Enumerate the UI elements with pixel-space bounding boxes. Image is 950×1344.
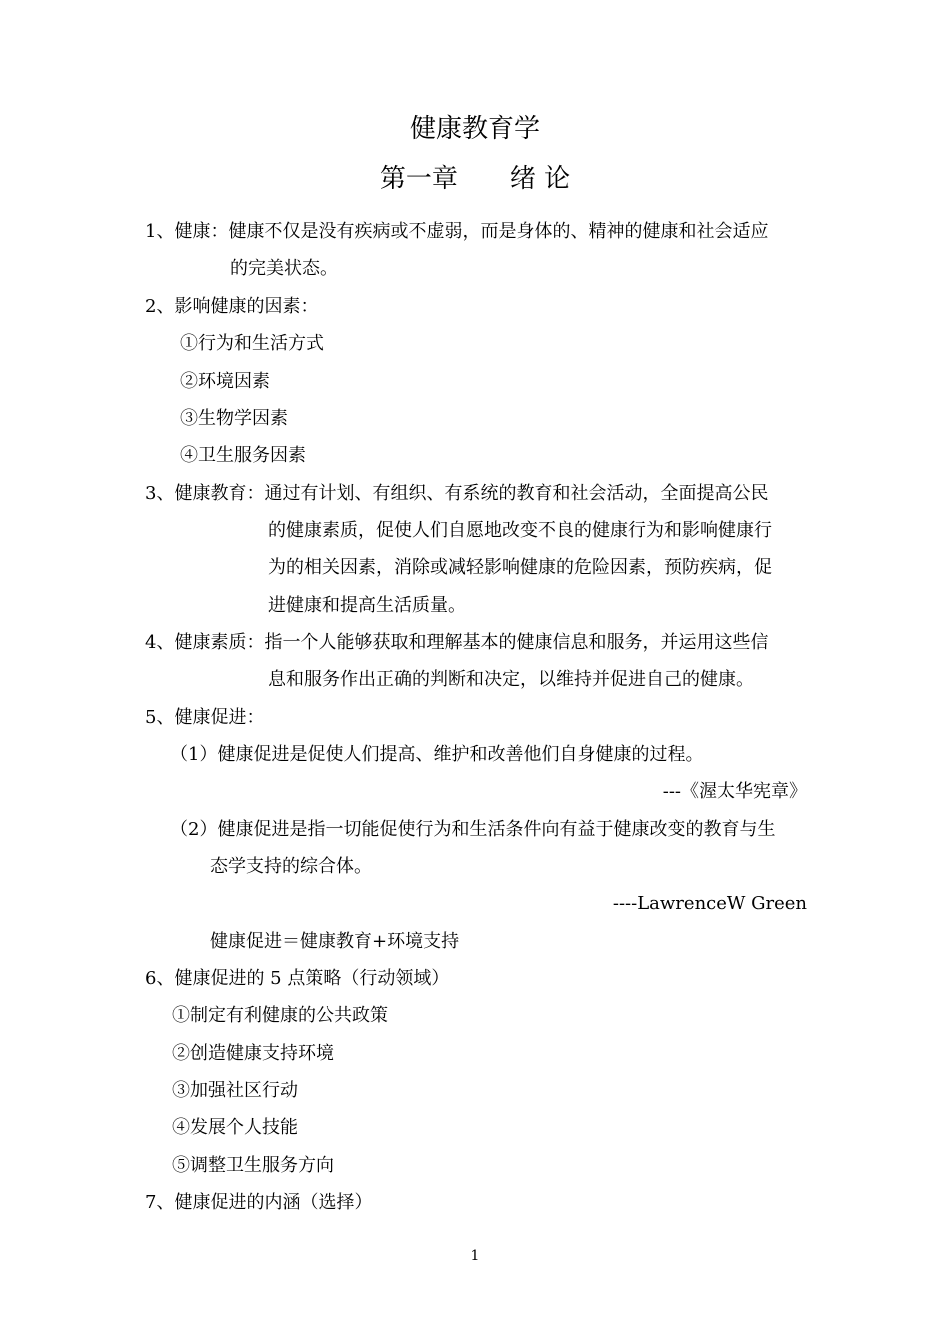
item-1-line-1: 1、健康：健康不仅是没有疾病或不虚弱，而是身体的、精神的健康和社会适应 [145, 221, 769, 242]
item-4-line-1: 4、健康素质：指一个人能够获取和理解基本的健康信息和服务，并运用这些信 [145, 632, 769, 653]
item-3-line-4: 进健康和提高生活质量。 [268, 595, 466, 616]
item-5-heading: 5、健康促进： [145, 707, 265, 728]
item-5-equation: 健康促进＝健康教育+环境支持 [210, 931, 460, 952]
item-2-sub-2: ②环境因素 [180, 371, 270, 392]
item-1-line-2: 的完美状态。 [230, 258, 338, 279]
item-4-line-2: 息和服务作出正确的判断和决定，以维持并促进自己的健康。 [268, 669, 754, 690]
item-6-heading: 6、健康促进的 5 点策略（行动领域） [145, 968, 450, 989]
page-number: 1 [470, 1248, 480, 1264]
item-6-sub-1: ①制定有利健康的公共政策 [172, 1005, 388, 1026]
item-3-line-1: 3、健康教育：通过有计划、有组织、有系统的教育和社会活动，全面提高公民 [145, 483, 769, 504]
item-5-sub-2-source: ----LawrenceW Green [612, 893, 807, 914]
chapter-heading: 第一章 绪 论 [379, 164, 571, 194]
item-5-sub-2-line-2: 态学支持的综合体。 [210, 856, 372, 877]
item-2-sub-1: ①行为和生活方式 [180, 333, 324, 354]
document-title: 健康教育学 [409, 114, 540, 144]
item-7-heading: 7、健康促进的内涵（选择） [145, 1192, 373, 1213]
item-6-sub-5: ⑤调整卫生服务方向 [172, 1155, 334, 1176]
item-6-sub-2: ②创造健康支持环境 [172, 1043, 334, 1064]
item-6-sub-4: ④发展个人技能 [172, 1117, 298, 1138]
item-3-line-2: 的健康素质，促使人们自愿地改变不良的健康行为和影响健康行 [268, 520, 772, 541]
item-2-sub-4: ④卫生服务因素 [180, 445, 306, 466]
item-5-sub-1: （1）健康促进是促使人们提高、维护和改善他们自身健康的过程。 [170, 744, 704, 765]
item-2-sub-3: ③生物学因素 [180, 408, 288, 429]
item-6-sub-3: ③加强社区行动 [172, 1080, 298, 1101]
item-5-sub-2-line-1: （2）健康促进是指一切能促使行为和生活条件向有益于健康改变的教育与生 [170, 819, 776, 840]
item-5-sub-1-source: ---《渥太华宪章》 [662, 781, 807, 802]
item-2-heading: 2、影响健康的因素： [145, 296, 319, 317]
item-3-line-3: 为的相关因素，消除或减轻影响健康的危险因素，预防疾病，促 [268, 557, 772, 578]
